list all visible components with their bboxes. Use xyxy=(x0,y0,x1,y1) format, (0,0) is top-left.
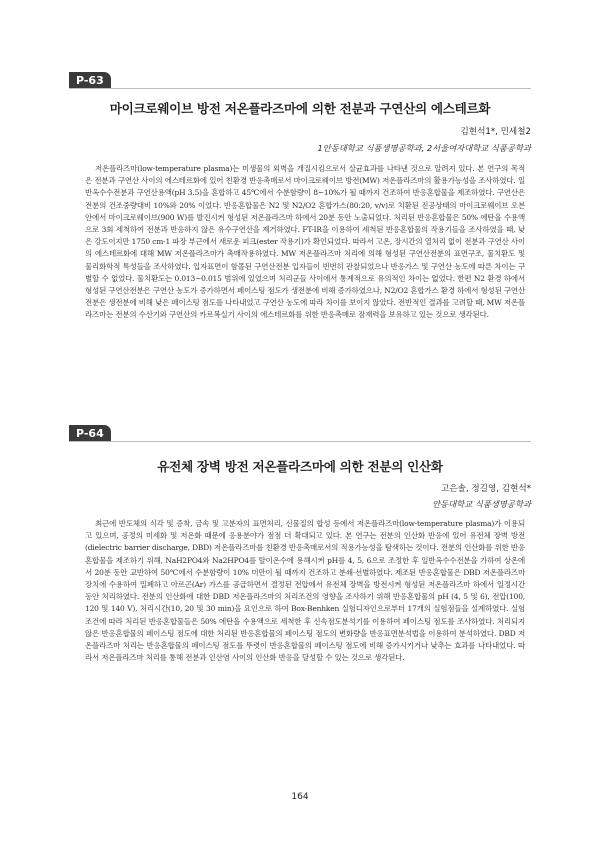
abstract-authors: 김현석1*, 민세철2 xyxy=(460,127,531,137)
abstract-title: 마이크로웨이브 방전 저온플라즈마에 의한 전분과 구연산의 에스테르화 xyxy=(109,101,491,116)
section-divider xyxy=(69,441,531,442)
abstract-affiliation: 안동대학교 식품생명공학과 xyxy=(432,499,531,509)
abstract-code-badge: P-64 xyxy=(69,425,111,442)
abstract-body: 저온플라즈마(low-temperature plasma)는 미생물의 외벽을 개질시킴으로서 살균효과를 나타낸 것으로 알려져 있다. 본 연구의 목적은 전분과 구연산 사이의 에스테르화에 있어 친환경 반응촉매로서 마이크로웨이브 방전(MW) 저온플라즈마의 활용가능성을 조사하였다. 일반옥수수전분과 구연산용액(pH 3.5)을 혼합하고 45℃에서 수분함량이 8~10%가 될 때까지 건조하여 반응혼합물을 제조하였다. 구연산은 전분의 건조중량대비 10%와 20% 이었다. 반응혼합물은 N2 및 N2/O2 혼합가스(80:20, v/v)로 치환된 진공상태의 마이크로웨이브 오븐 안에서 마이크로웨이브(900 W)를 발진시켜 형성된 저온플라즈마 하에서 20분 동안 노출되었다. 처리된 반응혼합물은 50% 에탄올 수용액으로 3회 세척하여 전분과 반응하지 않은 유수구연산을 제거하였다. FT-IR을 이용하여 세척된 반응혼합물의 작용기들을 조사하였을 때, 낮은 강도이지만 1750 cm-1 파장 부근에서 새로운 피크(ester 작용기)가 확인되었다. 따라서 고온, 장시간의 열처리 없이 전분과 구연산 사이의 에스테르화에 대해 MW 저온플라즈마가 촉매작용하였다. MW 저온플라즈마 처리에 의해 형성된 구연산전분의 표면구조, 물치환도 및 물리화학적 특성들을 조사하였다. 입자표면이 함몰된 구연산전분 입자들이 빈번히 관찰되었으나 반응가스 및 구연산 농도에 따른 차이는 구별할 수 없었다. 물치환도는 0.013~0.015 범위에 있었으며 처리군들 사이에서 통계적으로 유의적인 차이는 없었다. 한편 N2 환경 하에서 형성된 구연산전분은 구연산 농도가 증가하면서 페이스팅 점도가 생전분에 비해 증가하였으나, N2/O2 혼합가스 환경 하에서 형성된 구연산전분은 생전분에 비해 낮은 페이스팅 점도를 나타내었고 구연산 농도에 따라 차이를 보이지 않았다. 전반적인 결과를 고려할 때, MW 저온플라즈마는 전분의 수산기와 구연산의 카르복실기 사이의 에스테르화를 위한 반응촉매로 잠재력을 보유하고 있는 것으로 생각된다. xyxy=(85,164,525,320)
abstract-affiliation: 1안동대학교 식품생명공학과, 2서울여자대학교 식품공학과 xyxy=(317,143,531,153)
abstract-authors: 고은솔, 정길영, 김현석* xyxy=(441,484,531,494)
page-number: 164 xyxy=(291,792,309,802)
section-divider xyxy=(69,88,531,89)
abstract-code-badge: P-63 xyxy=(69,72,111,89)
abstract-body: 최근에 반도체의 식각 및 증착, 금속 및 고분자의 표면처리, 신물질의 합성 등에서 저온플라즈마(low-temperature plasma)가 이용되고 있으며, 공정의 미세화 및 저온화 때문에 응용분야가 점점 더 확대되고 있다. 본 연구는 전분의 인산화 반응에 있어 유전체 장벽 방전(dielectric barrier discharge, DBD) 저온플라즈마를 친환경 반응촉매로서의 적용가능성을 탐색하는 것이다. 전분의 인산화를 위한 반응혼합물을 제조하기 위해, NaH2PO4와 Na2HPO4를 탈이온수에 용해시켜 pH를 4, 5, 6으로 조정한 후 일반옥수수전분을 가하여 상온에서 20분 동안 교반하여 50℃에서 수분함량이 10% 미만이 될 때까지 건조하고 분쇄·선별하였다. 제조된 반응혼합물은 DBD 저온플라즈마 장치에 수용하여 밀폐하고 아르곤(Ar) 가스를 공급하면서 결정된 전압에서 유전체 장벽을 방전시켜 형성된 저온플라즈마 하에서 일정시간 동안 처리하였다. 전분의 인산화에 대한 DBD 저온플라즈마의 처리조건의 영향을 조사하기 위해 반응혼합물의 pH (4, 5 및 6), 전압(100, 120 및 140 V), 처리시간(10, 20 및 30 min)을 요인으로 하여 Box-Benhken 실험디자인으로부터 17개의 실험점들을 설계하였다. 실험조건에 따라 처리된 반응혼합물들은 50% 에탄올 수용액으로 세척한 후 신속점도분석기를 이용하여 페이스팅 점도를 조사하였다. 처리되지 않은 반응혼합물의 페이스팅 점도에 대한 처리된 반응혼합물의 페이스팅 점도의 변화량을 반응표면분석법을 이용하여 분석하였다. DBD 저온플라즈마 처리는 반응혼합물의 페이스팅 점도를 뚜렷이 반응혼합물의 페이스팅 점도에 비해 증가시키거나 낮추는 효과를 나타내었다. 따라서 저온플라즈마 처리를 통해 전분과 인산염 사이의 인산화 반응을 달성할 수 있는 것으로 생각된다. xyxy=(85,519,525,663)
abstract-title: 유전체 장벽 방전 저온플라즈마에 의한 전분의 인산화 xyxy=(157,459,443,474)
